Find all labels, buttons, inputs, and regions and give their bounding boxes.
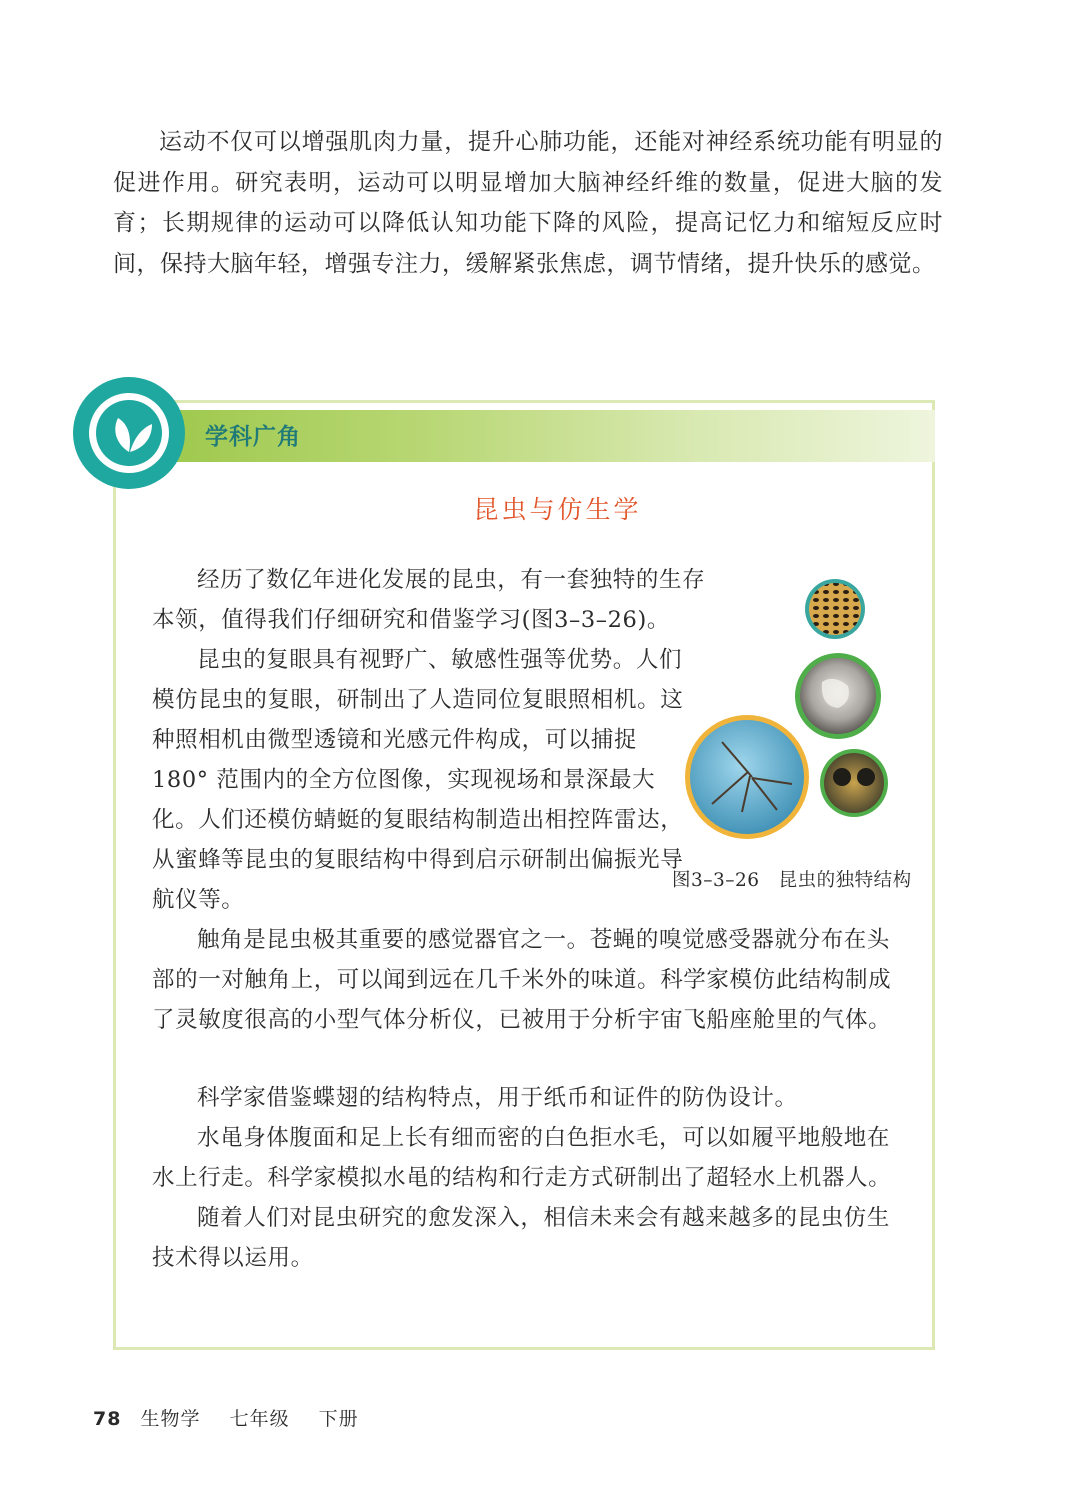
footer-subject: 生物学 [140, 1408, 201, 1430]
paragraph-4 [152, 1078, 912, 1118]
leaf-badge-icon [72, 376, 186, 490]
paragraph-3 [152, 920, 912, 1040]
figure-caption: 图3–3–26 昆虫的独特结构 [672, 870, 912, 891]
paragraph-5-text: 水黾身体腹面和足上长有细而密的白色拒水毛，可以如履平地般地在水上行走。科学家模拟水黾的结构和行走方式研制出了超轻水上机器人。 [152, 1125, 892, 1191]
page-footer [93, 1404, 359, 1431]
intro-paragraph: 运动不仅可以增强肌肉力量，提升心肺功能，还能对神经系统功能有明显的促进作用。研究表明，运动可以明显增加大脑神经纤维的数量，促进大脑的发育；长期规律的运动可以降低认知功能下降的风险，提高记忆力和缩短反应时间，保持大脑年轻，增强专注力，缓解紧张焦虑，调节情绪，提升快乐的感觉。 [113, 129, 943, 277]
paragraph-6-text: 随着人们对昆虫研究的愈发深入，相信未来会有越来越多的昆虫仿生技术得以运用。 [152, 1205, 891, 1271]
box-title: 昆虫与仿生学 [473, 495, 642, 524]
paragraph-2-text: 昆虫的复眼具有视野广、敏感性强等优势。人们模仿昆虫的复眼，研制出了人造同位复眼照相机。这种照相机由微型透镜和光感元件构成，可以捕捉 180° 范围内的全方位图像，实现视场和景深最大化。人们还模仿蜻蜓的复眼结构制造出相控阵雷达，从蜜蜂等昆虫的复眼结构中得到启示研制出偏振光导航仪等。 [152, 647, 684, 913]
footer-grade: 七年级 [229, 1408, 290, 1430]
insect-structures-figure [682, 572, 932, 852]
paragraph-3-text: 触角是昆虫极其重要的感觉器官之一。苍蝇的嗅觉感受器就分布在头部的一对触角上，可以闻到远在几千米外的味道。科学家模仿此结构制成了灵敏度很高的小型气体分析仪，已被用于分析宇宙飞船座舱里的气体。 [152, 927, 892, 1033]
paragraph-6 [152, 1198, 912, 1278]
footer-volume: 下册 [318, 1408, 359, 1430]
paragraph-1-text: 经历了数亿年进化发展的昆虫，有一套独特的生存本领，值得我们仔细研究和借鉴学习(图3–3–26)。 [152, 567, 706, 633]
paragraph-2 [152, 640, 692, 920]
paragraph-4-text: 科学家借鉴蝶翅的结构特点，用于纸币和证件的防伪设计。 [197, 1085, 798, 1111]
paragraph-5 [152, 1118, 912, 1198]
page-number: 78 [93, 1408, 122, 1430]
box-label: 学科广角 [205, 424, 301, 450]
paragraph-1 [152, 560, 712, 640]
